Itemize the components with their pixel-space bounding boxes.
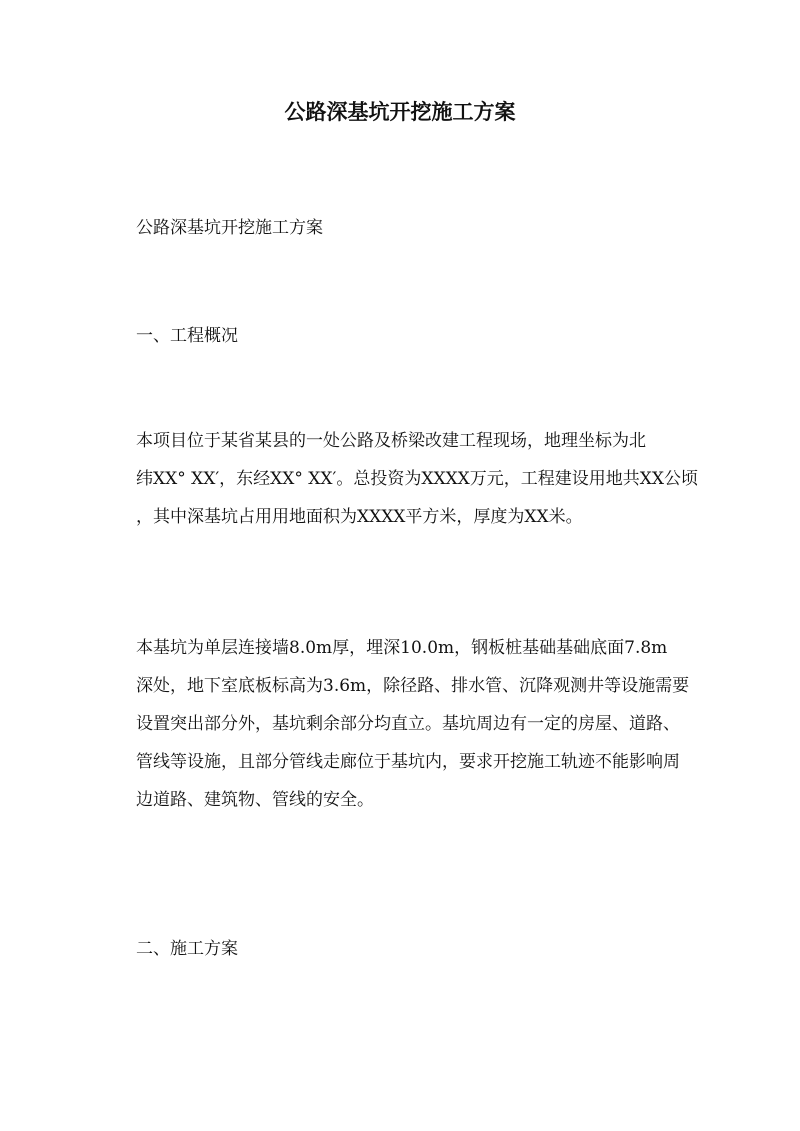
paragraph-line: ，其中深基坑占用用地面积为XXXX平方米，厚度为XX米。 — [136, 507, 583, 527]
paragraph-line: 设置突出部分外，基坑剩余部分均直立。基坑周边有一定的房屋、道路、 — [136, 714, 680, 734]
paragraph-line: 本项目位于某省某县的一处公路及桥梁改建工程现场，地理坐标为北 — [136, 431, 646, 451]
section-heading-overview: 一、工程概况 — [136, 326, 238, 346]
paragraph-pit-description — [136, 629, 708, 819]
document-subtitle: 公路深基坑开挖施工方案 — [136, 218, 323, 238]
document-title: 公路深基坑开挖施工方案 — [284, 99, 516, 124]
paragraph-line: 边道路、建筑物、管线的安全。 — [136, 790, 374, 810]
section-heading-construction-plan: 二、施工方案 — [136, 939, 238, 959]
paragraph-line: 管线等设施，且部分管线走廊位于基坑内，要求开挖施工轨迹不能影响周 — [136, 752, 680, 772]
paragraph-line: 纬XX° XX′，东经XX° XX′。总投资为XXXX万元，工程建设用地共XX公顷 — [136, 469, 698, 489]
paragraph-line: 深处，地下室底板标高为3.6m，除径路、排水管、沉降观测井等设施需要 — [136, 676, 690, 696]
paragraph-project-location — [136, 422, 708, 536]
paragraph-line: 本基坑为单层连接墙8.0m厚，埋深10.0m，钢板桩基础基础底面7.8m — [136, 638, 668, 658]
